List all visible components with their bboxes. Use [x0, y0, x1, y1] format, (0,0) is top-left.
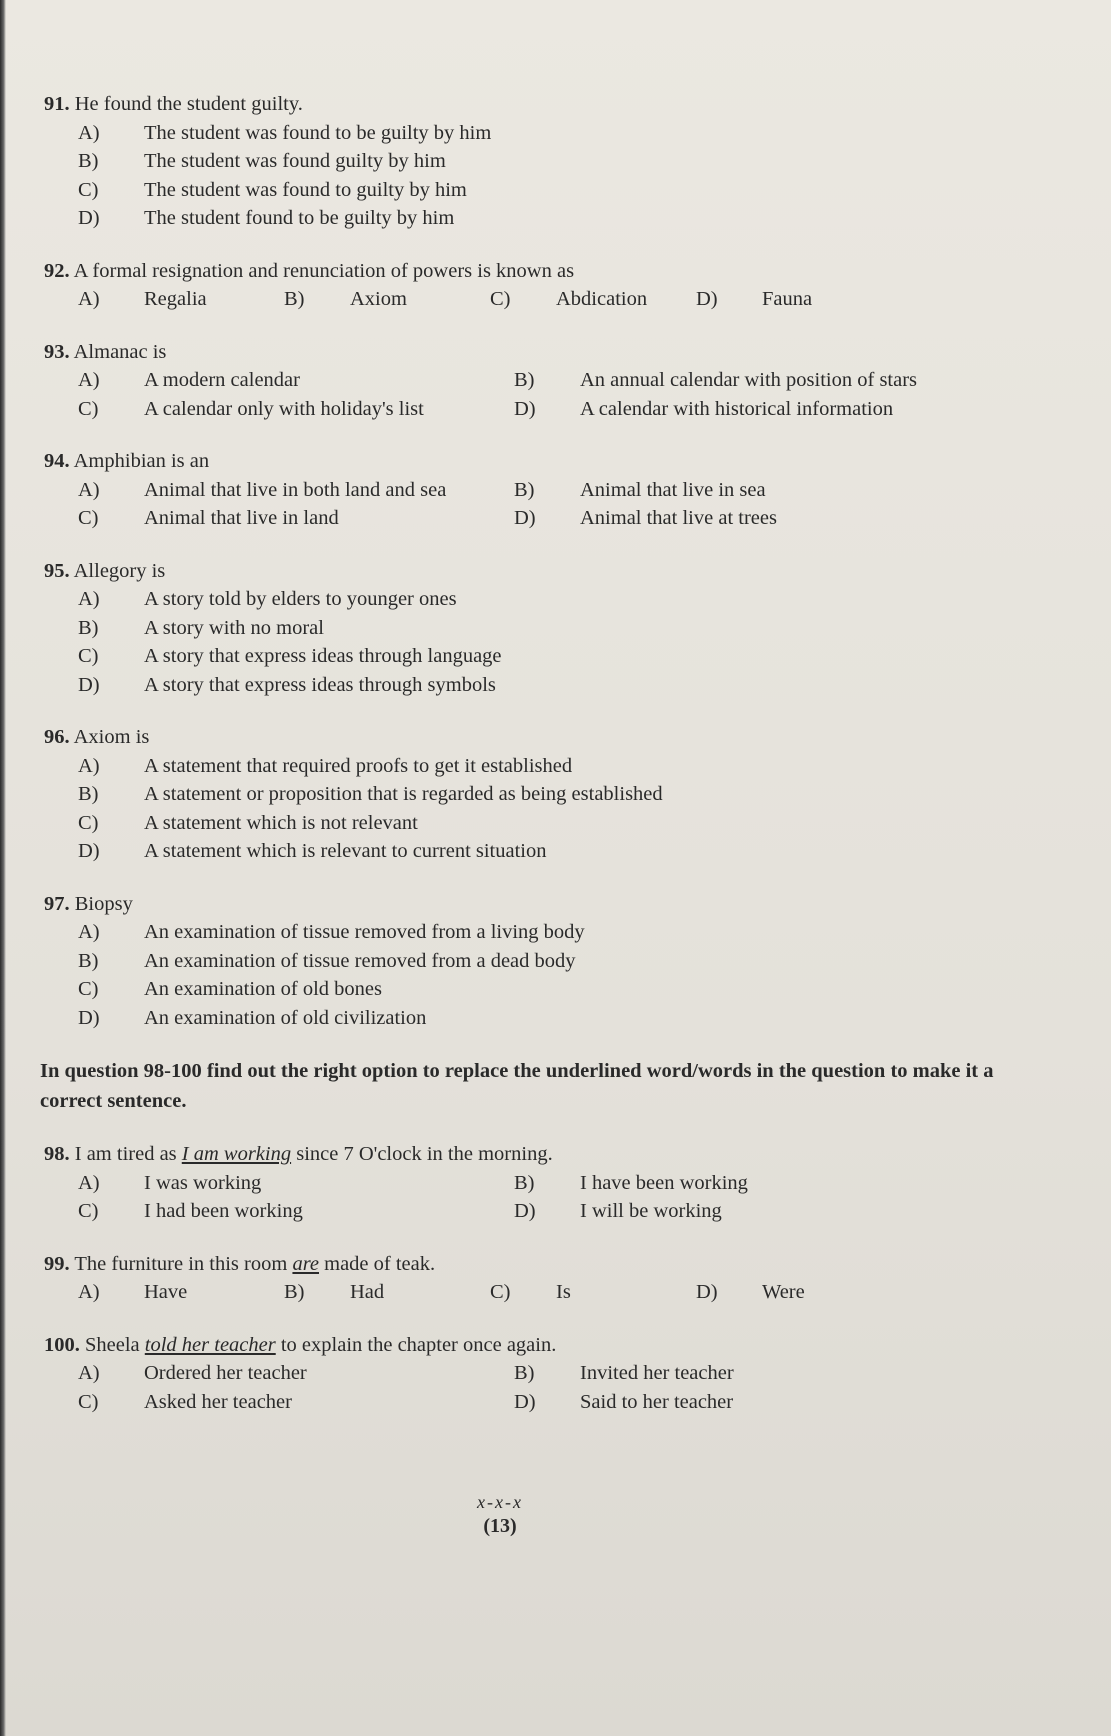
option-text: An examination of tissue removed from a living body: [144, 921, 585, 943]
question-number: 93.: [44, 340, 70, 363]
option-label: D): [514, 507, 536, 529]
option-text: A story that express ideas through symbols: [144, 673, 496, 696]
option-text: A story with no moral: [144, 616, 324, 639]
option-text: A calendar only with holiday's list: [144, 397, 424, 420]
question-number: 98.: [44, 1143, 70, 1165]
option-row: [78, 395, 1000, 424]
option-row: [78, 1359, 1000, 1388]
question-100: [40, 1331, 1000, 1417]
option-label: B): [78, 949, 99, 972]
option-text: Axiom: [350, 288, 407, 310]
option-text: An examination of tissue removed from a dead body: [144, 949, 576, 972]
option-text: Asked her teacher: [144, 1390, 292, 1413]
option-text: I will be working: [580, 1200, 722, 1222]
question-94: [40, 447, 1000, 533]
options-block: [78, 1278, 1000, 1307]
option-label: A): [78, 754, 100, 777]
question-text: Axiom is: [69, 726, 150, 748]
option-text: A modern calendar: [144, 369, 300, 391]
options-block: [78, 752, 1000, 866]
option-row: [78, 1197, 1000, 1226]
underlined-phrase: I am working: [181, 1143, 292, 1165]
option-row: [78, 366, 1000, 395]
question-text-before: The furniture in this room: [69, 1252, 293, 1275]
option-row: [78, 752, 1000, 781]
option-row: [78, 780, 1000, 809]
question-list: [40, 90, 1000, 1440]
question-number: 92.: [44, 259, 70, 282]
question-text: He found the student guilty.: [69, 93, 303, 115]
option-label: C): [78, 178, 99, 201]
option-row: [78, 504, 1000, 533]
option-text: A statement which is not relevant: [144, 811, 418, 834]
options-block: [78, 1169, 1000, 1226]
option-text: An annual calendar with position of stars: [580, 369, 918, 391]
underlined-phrase: are: [292, 1252, 320, 1275]
option-text: Regalia: [144, 288, 207, 310]
option-label: B): [514, 478, 535, 501]
question-93: [40, 338, 1000, 424]
option-label: B): [284, 1281, 305, 1303]
option-row: [78, 585, 1000, 614]
options-block: [78, 476, 1000, 533]
option-label: D): [514, 1200, 536, 1222]
question-number: 100.: [44, 1333, 80, 1356]
option-row: [78, 947, 1000, 976]
option-text: Is: [556, 1281, 571, 1303]
option-label: D): [78, 207, 100, 229]
option-row: [78, 642, 1000, 671]
option-label: D): [696, 1281, 718, 1303]
option-text: A statement or proposition that is regarded as being established: [144, 783, 663, 805]
option-label: D): [78, 840, 100, 862]
option-text: Were: [762, 1281, 805, 1303]
option-row: [78, 1169, 1000, 1198]
option-row: [78, 614, 1000, 643]
question-stem: [44, 1140, 1000, 1169]
option-text: Fauna: [762, 288, 813, 310]
option-label: D): [78, 1006, 100, 1029]
option-row: [78, 176, 1000, 205]
question-stem: [44, 257, 1000, 286]
question-97: [40, 890, 1000, 1033]
option-label: A): [78, 1171, 100, 1194]
option-text: The student found to be guilty by him: [144, 207, 455, 229]
option-row: [78, 285, 1000, 314]
option-label: B): [514, 1171, 535, 1194]
question-95: [40, 557, 1000, 700]
option-text: I have been working: [580, 1171, 748, 1194]
option-label: A): [78, 1281, 100, 1303]
question-number: 94.: [44, 450, 70, 472]
option-text: Abdication: [556, 288, 648, 310]
option-text: Said to her teacher: [580, 1390, 734, 1413]
option-text: A statement which is relevant to current situation: [144, 840, 547, 862]
options-block: [78, 366, 1000, 423]
option-row: [78, 918, 1000, 947]
question-stem: [44, 447, 1000, 476]
option-label: C): [78, 1200, 99, 1222]
question-stem: [44, 90, 1000, 119]
option-row: [78, 119, 1000, 148]
options-block: [78, 918, 1000, 1032]
option-label: A): [78, 588, 100, 610]
question-text: Amphibian is an: [69, 450, 210, 472]
option-row: [78, 837, 1000, 866]
option-label: B): [514, 1362, 535, 1384]
option-text: Animal that live in both land and sea: [144, 478, 447, 501]
end-separator: x-x-x: [477, 1492, 523, 1512]
question-text-after: to explain the chapter once again.: [275, 1333, 557, 1356]
question-text-before: I am tired as: [69, 1143, 182, 1165]
option-text: Animal that live in sea: [580, 478, 766, 501]
option-row: [78, 1278, 1000, 1307]
option-label: C): [490, 288, 511, 310]
option-label: D): [696, 288, 718, 310]
question-text-before: Sheela: [79, 1333, 145, 1356]
option-label: D): [514, 1390, 536, 1413]
question-number: 96.: [44, 726, 70, 748]
question-number: 95.: [44, 559, 70, 582]
question-stem: [44, 890, 1000, 919]
option-text: A story told by elders to younger ones: [144, 588, 457, 610]
option-text: Invited her teacher: [580, 1362, 734, 1384]
question-text-after: made of teak.: [319, 1252, 436, 1275]
option-label: B): [78, 150, 99, 172]
option-row: [78, 204, 1000, 233]
question-text-after: since 7 O'clock in the morning.: [291, 1143, 553, 1165]
question-stem: [44, 723, 1000, 752]
option-label: B): [284, 288, 305, 310]
section-instruction: In question 98-100 find out the right option to replace the underlined word/words in the question to make it a correct sentence.: [40, 1060, 994, 1112]
option-text: A statement that required proofs to get it established: [144, 754, 573, 777]
option-label: A): [78, 288, 100, 310]
option-label: C): [78, 811, 99, 834]
option-label: C): [78, 507, 99, 529]
option-text: Have: [144, 1281, 188, 1303]
question-99: [40, 1250, 1000, 1307]
question-stem: [44, 1331, 1000, 1360]
option-text: Ordered her teacher: [144, 1362, 307, 1384]
question-number: 99.: [44, 1252, 70, 1275]
page-binding-edge: [0, 0, 6, 1736]
option-label: A): [78, 921, 100, 943]
option-row: [78, 476, 1000, 505]
option-label: B): [78, 616, 99, 639]
question-text: Biopsy: [69, 892, 133, 915]
option-row: [78, 671, 1000, 700]
question-number: 97.: [44, 892, 70, 915]
options-block: [78, 119, 1000, 233]
option-row: [78, 809, 1000, 838]
option-text: An examination of old bones: [144, 978, 382, 1000]
question-text: A formal resignation and renunciation of powers is known as: [69, 259, 575, 282]
option-row: [78, 147, 1000, 176]
question-98: [40, 1140, 1000, 1226]
question-number: 91.: [44, 93, 70, 115]
option-label: A): [78, 369, 100, 391]
option-text: Animal that live at trees: [580, 507, 777, 529]
option-text: I was working: [144, 1171, 262, 1194]
page-footer: [0, 1492, 1000, 1538]
question-text: Almanac is: [69, 340, 167, 363]
option-label: B): [78, 783, 99, 805]
option-label: A): [78, 121, 100, 144]
question-96: [40, 723, 1000, 866]
option-label: A): [78, 478, 100, 501]
question-stem: [44, 557, 1000, 586]
option-label: B): [514, 369, 535, 391]
option-text: The student was found to guilty by him: [144, 178, 467, 201]
option-label: C): [490, 1281, 511, 1303]
option-label: C): [78, 645, 99, 667]
option-label: D): [514, 397, 536, 420]
options-block: [78, 285, 1000, 314]
page-number: (13): [483, 1515, 517, 1537]
option-text: The student was found to be guilty by him: [144, 121, 492, 144]
options-block: [78, 1359, 1000, 1416]
question-stem: [44, 338, 1000, 367]
question-91: [40, 90, 1000, 233]
option-text: Had: [350, 1281, 385, 1303]
option-label: C): [78, 397, 99, 420]
option-text: The student was found guilty by him: [144, 150, 446, 172]
option-label: D): [78, 673, 100, 696]
option-text: A calendar with historical information: [580, 397, 894, 420]
option-row: [78, 975, 1000, 1004]
underlined-phrase: told her teacher: [144, 1333, 276, 1356]
question-text: Allegory is: [69, 559, 166, 582]
option-row: [78, 1004, 1000, 1033]
question-92: [40, 257, 1000, 314]
option-label: C): [78, 978, 99, 1000]
option-text: I had been working: [144, 1200, 303, 1222]
question-stem: [44, 1250, 1000, 1279]
option-row: [78, 1388, 1000, 1417]
options-block: [78, 585, 1000, 699]
option-label: A): [78, 1362, 100, 1384]
option-label: C): [78, 1390, 99, 1413]
option-text: An examination of old civilization: [144, 1006, 427, 1029]
option-text: A story that express ideas through language: [144, 645, 502, 667]
option-text: Animal that live in land: [144, 507, 339, 529]
